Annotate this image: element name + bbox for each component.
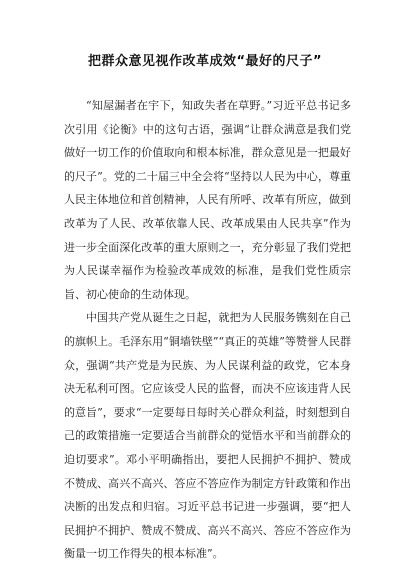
paragraph-2: 中国共产党从诞生之日起，就把为人民服务镌刻在自己的旗帜上。毛泽东用“铜墙铁壁”“真正的英雄”等赞誉人民群众，强调“共产党是为民族、为人民谋利益的政党，它本身决无私利可图。它应该受人民的监督，而决不应该违背人民的意旨”，要求“一定要每日每时关心群众利益，时刻想到自己的政策措施一定要适合当前群众的觉悟水平和当前群众的迫切要求”。邓小平明确指出，要把人民拥护不拥护、赞成不赞成、高兴不高兴、答应不答应作为制定方针政策和作出决断的出发点和归宿。习近平总书记进一步强调，要“把人民拥护不拥护、赞成不赞成、高兴不高兴、答应不答应作为衡量一切工作得失的根本标准”。: [64, 311, 351, 561]
document-title: 把群众意见视作改革成效“最好的尺子”: [87, 54, 323, 69]
document-body: [64, 94, 351, 566]
paragraph-1: “知屋漏者在宇下，知政失者在草野。”习近平总书记多次引用《论衡》中的这句古语，强调“让群众满意是我们党做好一切工作的价值取向和根本标准，群众意见是一把最好的尺子”。党的二十届三中全会将“坚持以人民为中心，尊重人民主体地位和首创精神，人民有所呼、改革有所应，做到改革为了人民、改革依靠人民、改革成果由人民共享”作为进一步全面深化改革的重大原则之一，充分彰显了我们党把为人民谋幸福作为检验改革成效的标准，是我们党性质宗旨、初心使命的生动体现。: [64, 99, 351, 301]
